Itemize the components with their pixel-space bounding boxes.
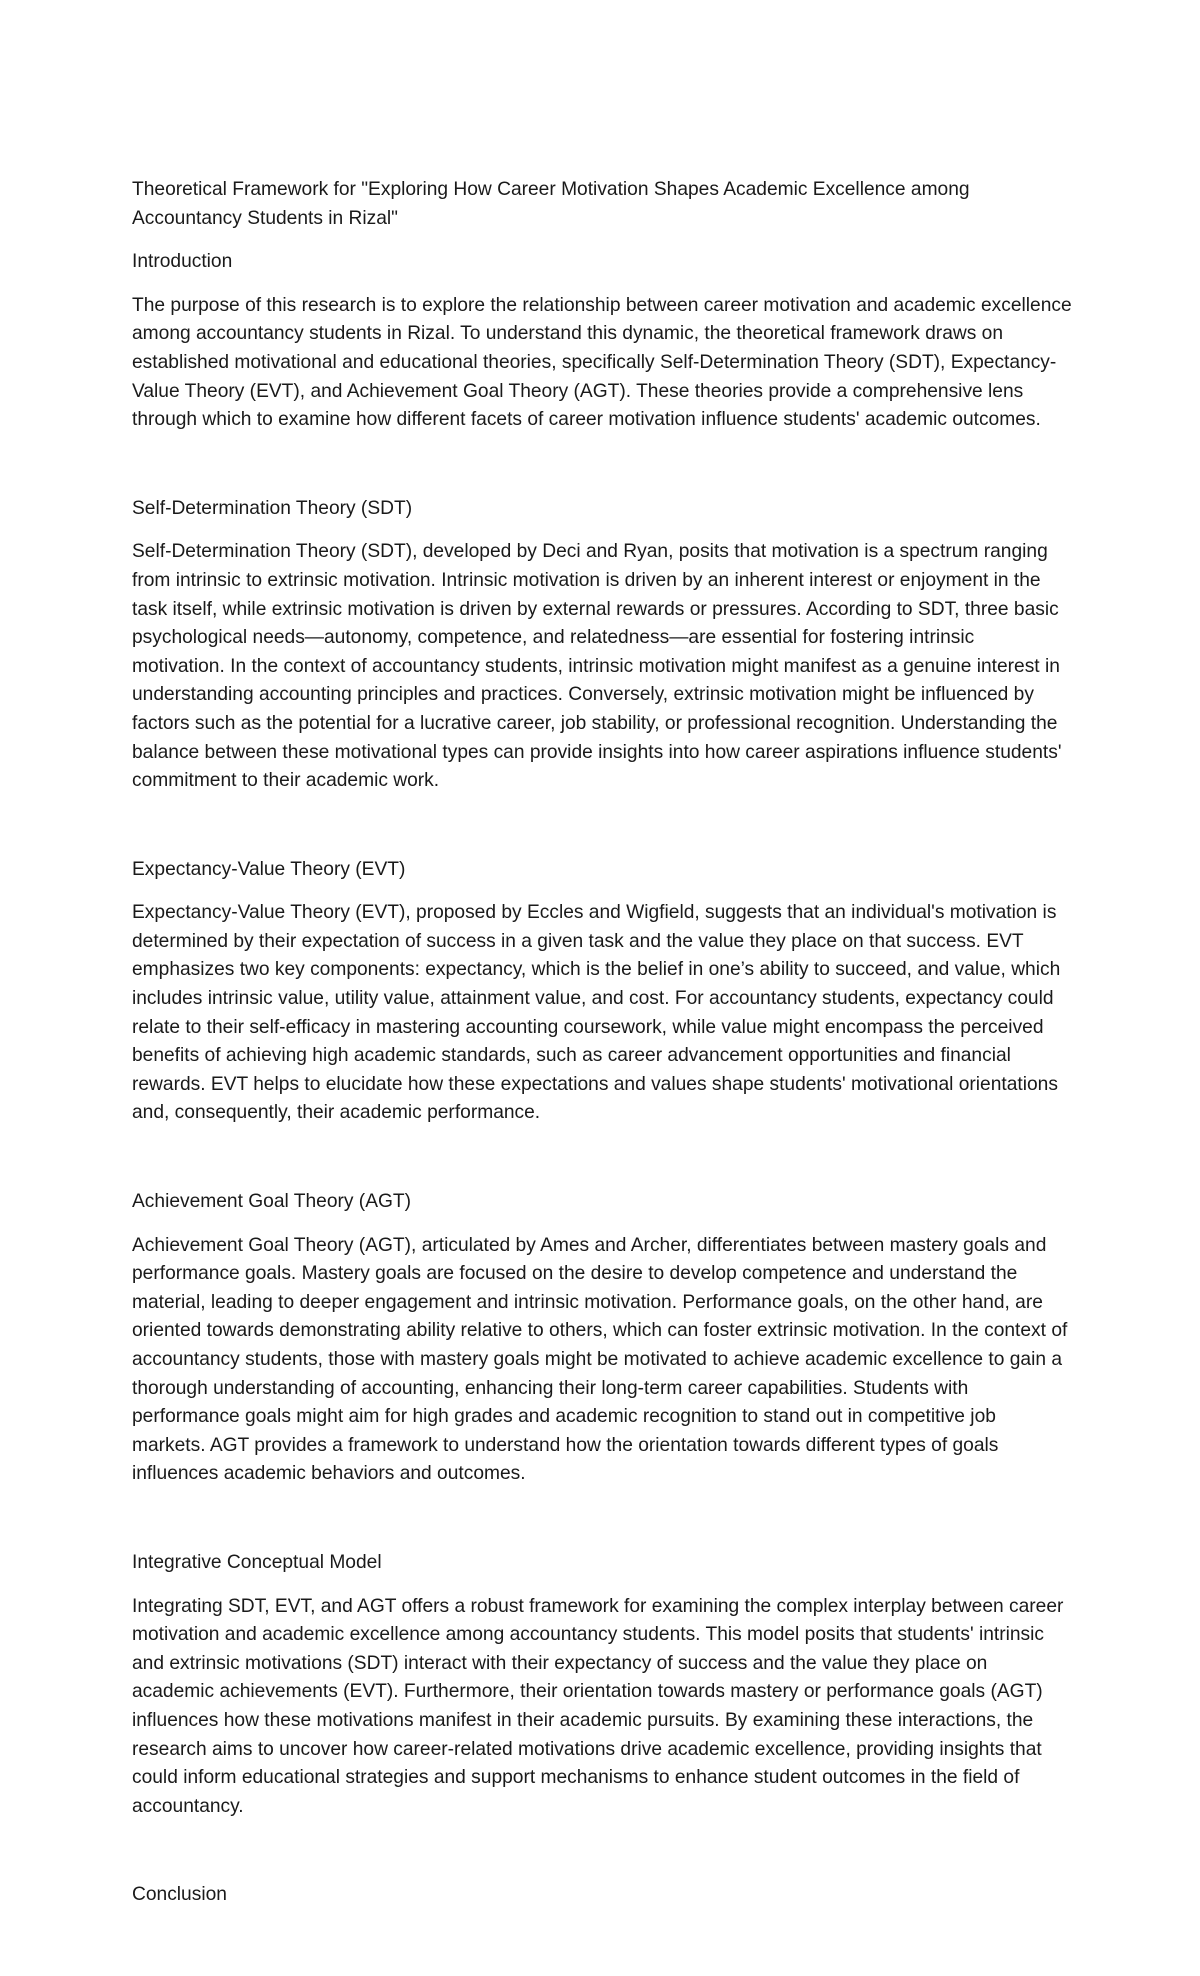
section-heading-evt: Expectancy-Value Theory (EVT)	[132, 858, 406, 880]
section-spacer	[132, 1821, 1072, 1881]
paragraph-integrative-model: Integrating SDT, EVT, and AGT offers a robust framework for examining the complex interplay between career motivation and academic excellence among accountancy students. This model posits that students' intrinsic and extrinsic motivations (SDT) interact with their expectancy of success and the value they place on academic achievements (EVT). Furthermore, their orientation towards mastery or performance goals (AGT) influences how these motivations manifest in their academic pursuits. By examining these interactions, the research aims to uncover how career-related motivations drive academic excellence, providing insights that could inform educational strategies and support mechanisms to enhance student outcomes in the field of accountancy.	[132, 1595, 1064, 1817]
paragraph-evt: Expectancy-Value Theory (EVT), proposed by Eccles and Wigfield, suggests that an individual's motivation is determined by their expectation of success in a given task and the value they place on that success. EVT emphasizes two key components: expectancy, which is the belief in one’s ability to succeed, and value, which includes intrinsic value, utility value, attainment value, and cost. For accountancy students, expectancy could relate to their self-efficacy in mastering accounting coursework, while value might encompass the perceived benefits of achieving high academic standards, such as career advancement opportunities and financial rewards. EVT helps to elucidate how these expectations and values shape students' motivational orientations and, consequently, their academic performance.	[132, 902, 1061, 1124]
document-page	[132, 176, 1072, 1925]
section-spacer	[132, 435, 1072, 495]
paragraph-sdt: Self-Determination Theory (SDT), developed by Deci and Ryan, posits that motivation is a spectrum ranging from intrinsic to extrinsic motivation. Intrinsic motivation is driven by an inherent interest or enjoyment in the task itself, while extrinsic motivation is driven by external rewards or pressures. According to SDT, three basic psychological needs—autonomy, competence, and relatedness—are essential for fostering intrinsic motivation. In the context of accountancy students, intrinsic motivation might manifest as a genuine interest in understanding accounting principles and practices. Conversely, extrinsic motivation might be influenced by factors such as the potential for a lucrative career, job stability, or professional recognition. Understanding the balance between these motivational types can provide insights into how career aspirations influence students' commitment to their academic work.	[132, 541, 1062, 792]
section-heading-agt: Achievement Goal Theory (AGT)	[132, 1191, 412, 1213]
document-title: Theoretical Framework for "Exploring How Career Motivation Shapes Academic Excellence among Accountancy Students in Rizal"	[132, 179, 970, 229]
section-heading-integrative-model: Integrative Conceptual Model	[132, 1551, 382, 1573]
section-spacer	[132, 796, 1072, 856]
section-heading-introduction: Introduction	[132, 251, 233, 273]
paragraph-introduction: The purpose of this research is to explore the relationship between career motivation and academic excellence among accountancy students in Rizal. To understand this dynamic, the theoretical framework draws on established motivational and educational theories, specifically Self-Determination Theory (SDT), Expectancy-Value Theory (EVT), and Achievement Goal Theory (AGT). These theories provide a comprehensive lens through which to examine how different facets of career motivation influence students' academic outcomes.	[132, 294, 1072, 431]
paragraph-agt: Achievement Goal Theory (AGT), articulated by Ames and Archer, differentiates between mastery goals and performance goals. Mastery goals are focused on the desire to develop competence and understand the material, leading to deeper engagement and intrinsic motivation. Performance goals, on the other hand, are oriented towards demonstrating ability relative to others, which can foster extrinsic motivation. In the context of accountancy students, those with mastery goals might be motivated to achieve academic excellence to gain a thorough understanding of accounting, enhancing their long-term career capabilities. Students with performance goals might aim for high grades and academic recognition to stand out in competitive job markets. AGT provides a framework to understand how the orientation towards different types of goals influences academic behaviors and outcomes.	[132, 1234, 1068, 1485]
section-heading-sdt: Self-Determination Theory (SDT)	[132, 497, 413, 519]
section-spacer	[132, 1489, 1072, 1549]
section-heading-conclusion: Conclusion	[132, 1884, 227, 1906]
section-spacer	[132, 1128, 1072, 1188]
